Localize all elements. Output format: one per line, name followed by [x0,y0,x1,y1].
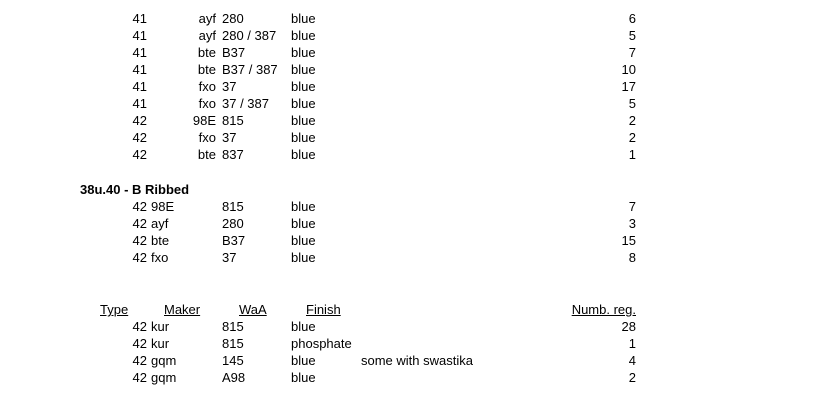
type-cell: 41 [132,11,147,26]
maker-cell: fxo [198,96,216,111]
table-row [0,10,822,27]
maker-cell: ayf [198,28,216,43]
waa-cell: B37 / 387 [222,62,278,77]
count-cell: 5 [628,28,636,43]
count-cell: 17 [621,79,636,94]
table-row [0,78,822,95]
section-title: 38u.40 - B Ribbed [80,182,190,197]
maker-cell: fxo [151,250,169,265]
maker-cell: kur [151,336,170,351]
count-cell: 1 [628,147,636,162]
table-row [0,198,822,215]
finish-cell: blue [291,233,316,248]
table-row [0,318,822,335]
count-cell: 2 [628,370,636,385]
count-cell: 2 [628,113,636,128]
table-row [0,61,822,78]
finish-cell: blue [291,370,316,385]
maker-cell: ayf [198,11,216,26]
waa-cell: 837 [222,147,244,162]
finish-cell: blue [291,319,316,334]
finish-cell: blue [291,11,316,26]
finish-cell: blue [291,62,316,77]
type-cell: 42 [132,113,147,128]
type-cell: 42 [132,336,147,351]
maker-cell: 98E [151,199,175,214]
maker-cell: ayf [151,216,169,231]
waa-cell: 815 [222,113,244,128]
waa-cell: 280 / 387 [222,28,277,43]
table-row [0,215,822,232]
table-row [0,129,822,146]
count-cell: 6 [628,11,636,26]
maker-cell: fxo [198,79,216,94]
type-cell: 41 [132,62,147,77]
table-row [0,232,822,249]
maker-cell: gqm [151,353,177,368]
waa-cell: 815 [222,199,244,214]
waa-cell: 37 [222,79,237,94]
note-cell: some with swastika [361,353,473,368]
count-cell: 10 [621,62,636,77]
count-cell: 8 [628,250,636,265]
count-cell: 2 [628,130,636,145]
count-cell: 7 [628,199,636,214]
finish-cell: blue [291,45,316,60]
type-cell: 41 [132,96,147,111]
count-cell: 4 [628,353,636,368]
header-type: Type [100,302,129,317]
maker-cell: bte [151,233,170,248]
waa-cell: B37 [222,233,246,248]
maker-cell: bte [197,45,216,60]
finish-cell: blue [291,199,316,214]
header-waa: WaA [239,302,267,317]
table-row [0,95,822,112]
table-row [0,335,822,352]
type-cell: 41 [132,28,147,43]
finish-cell: blue [291,250,316,265]
table-row [0,369,822,386]
type-cell: 42 [132,130,147,145]
count-cell: 7 [628,45,636,60]
waa-cell: B37 [222,45,246,60]
finish-cell: blue [291,28,316,43]
waa-cell: 37 [222,250,237,265]
table-row [0,146,822,163]
waa-cell: 815 [222,319,244,334]
header-count: Numb. reg. [571,302,636,317]
waa-cell: 815 [222,336,244,351]
waa-cell: A98 [222,370,246,385]
count-cell: 5 [628,96,636,111]
maker-cell: kur [151,319,170,334]
table-row [0,249,822,266]
count-cell: 15 [621,233,636,248]
header-finish: Finish [306,302,341,317]
finish-cell: blue [291,96,316,111]
finish-cell: blue [291,130,316,145]
table-row [0,352,822,369]
type-cell: 42 [132,319,147,334]
type-cell: 42 [132,199,147,214]
table-row [0,44,822,61]
maker-cell: 98E [192,113,216,128]
column-header-row [0,301,822,318]
count-cell: 28 [621,319,636,334]
count-cell: 1 [628,336,636,351]
type-cell: 41 [132,45,147,60]
maker-cell: bte [197,62,216,77]
maker-cell: bte [197,147,216,162]
finish-cell: blue [291,216,316,231]
maker-cell: fxo [198,130,216,145]
waa-cell: 280 [222,216,244,231]
type-cell: 42 [132,353,147,368]
finish-cell: blue [291,79,316,94]
finish-cell: blue [291,113,316,128]
count-cell: 3 [628,216,636,231]
type-cell: 42 [132,370,147,385]
waa-cell: 37 / 387 [222,96,269,111]
finish-cell: blue [291,353,316,368]
type-cell: 41 [132,79,147,94]
type-cell: 42 [132,233,147,248]
header-maker: Maker [164,302,201,317]
type-cell: 42 [132,216,147,231]
type-cell: 42 [132,147,147,162]
maker-cell: gqm [151,370,177,385]
waa-cell: 37 [222,130,237,145]
type-cell: 42 [132,250,147,265]
waa-cell: 280 [222,11,244,26]
table-row [0,112,822,129]
finish-cell: phosphate [291,336,352,351]
finish-cell: blue [291,147,316,162]
waa-cell: 145 [222,353,244,368]
table-row [0,27,822,44]
